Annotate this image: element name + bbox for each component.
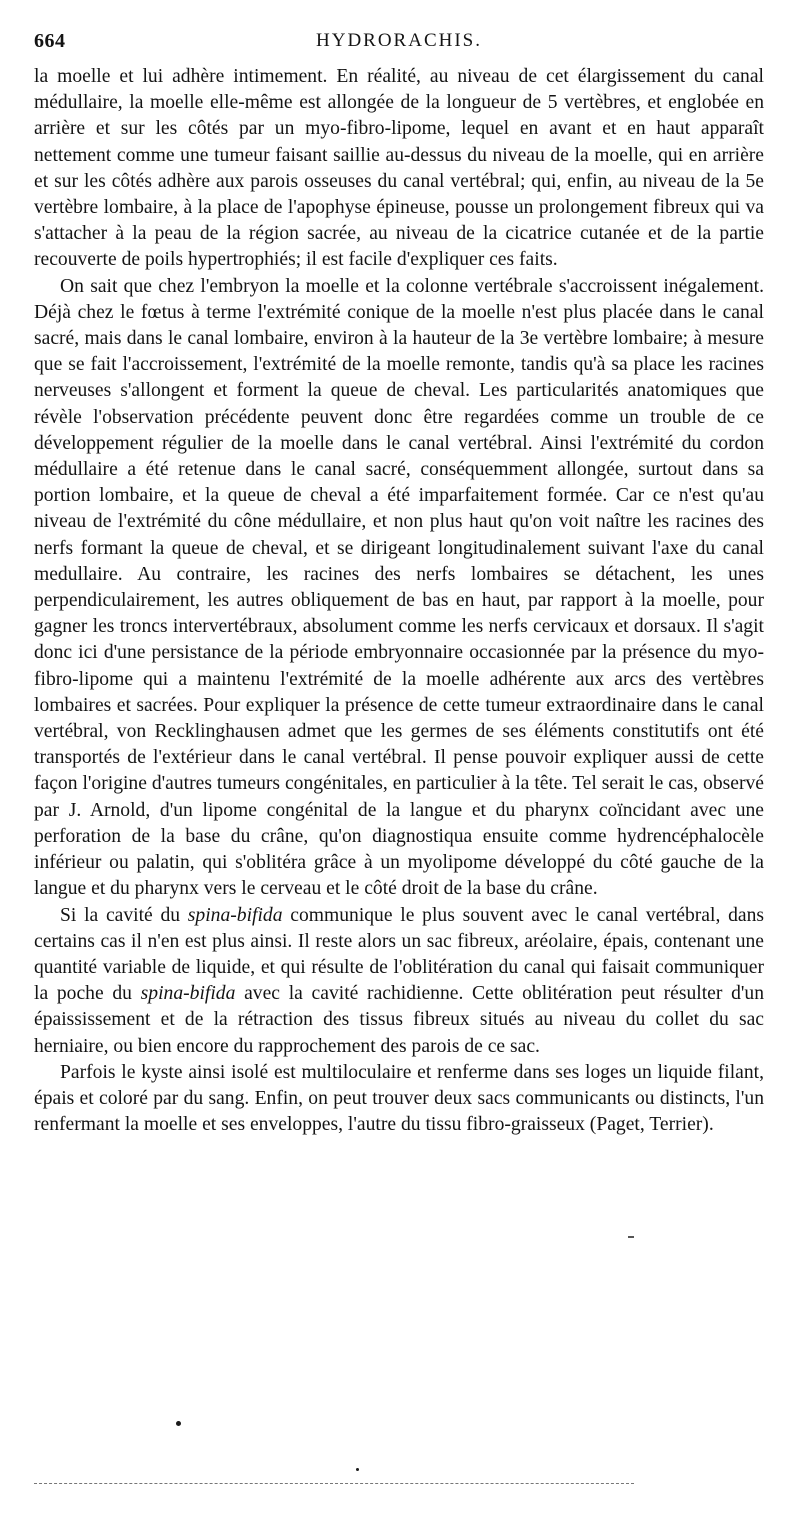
- paragraph: [34, 274, 764, 903]
- text-run: communique le plus souvent avec le canal vertébral, dans certains cas il n'en est plus ainsi. Il reste alors un sac fibreux, aréolaire, épais, contenant une quantité variable de liquide, et qui résulte de l'oblitération du canal qui faisait communiquer la poche du: [34, 904, 764, 1005]
- paragraph: [34, 903, 764, 1060]
- ink-speck: [176, 1421, 181, 1426]
- page-number: 664: [34, 30, 66, 52]
- paragraph: [34, 64, 764, 274]
- text-run: Parfois le kyste ainsi isolé est multiloculaire et renferme dans ses loges un liquide filant, épais et coloré par du sang. Enfin, on peut trouver deux sacs communicants ou distincts, l'un renfermant la moelle et ses enveloppes, l'autre du tissu fibro-graisseux (Paget, Terrier).: [34, 1061, 764, 1136]
- ink-speck: [356, 1468, 359, 1471]
- italic-term: spina-bifida: [140, 983, 236, 1005]
- stray-mark: [628, 1236, 634, 1238]
- paragraph: [34, 1060, 764, 1139]
- text-run: On sait que chez l'embryon la moelle et la colonne vertébrale s'accroissent inégalement. Déjà chez le fœtus à terme l'extrémité conique de la moelle n'est plus placée dans le canal sacré, mais dans le canal lombaire, environ à la hauteur de la 3e vertèbre lombaire; à mesure que se fait l'accroissement, l'extrémité de la moelle remonte, tandis qu'à sa place les racines nerveuses s'allongent et forment la queue de cheval. Les particularités anatomiques que révèle l'observation précédente peuvent donc être regardées comme un trouble de ce développement régulier de la moelle dans le canal vertébral. Ainsi l'extrémité du cordon médullaire a été retenue dans le canal sacré, conséquemment allongée, surtout dans sa portion lombaire, et la queue de cheval a été imparfaitement formée. Car ce n'est qu'au niveau de l'extrémité du cône médullaire, et non plus haut qu'on voit naître les racines des nerfs formant la queue de cheval, et se dirigeant longitudinalement suivant l'axe du canal medullaire. Au contraire, les racines des nerfs lombaires se détachent, les unes perpendiculairement, les autres obliquement de bas en haut, par rapport à la moelle, pour gagner les troncs intervertébraux, absolument comme les nerfs cervicaux et dorsaux. Il s'agit donc ici d'une persistance de la période embryonnaire occasionnée par la présence du myo-fibro-lipome qui a maintenu l'extrémité de la moelle adhérente aux arcs des vertèbres lombaires et sacrées. Pour expliquer la présence de cette tumeur extraordinaire dans le canal vertébral, von Recklinghausen admet que les germes de ses éléments constitutifs ont été transportés de l'extérieur dans le canal vertébral. Il pense pouvoir expliquer aussi de cette façon l'origine d'autres tumeurs congénitales, en particulier à la tête. Tel serait le cas, observé par J. Arnold, d'un lipome congénital de la langue et du pharynx coïncidant avec une perforation de la base du crâne, qu'on diagnostiqua ensuite comme hydrencéphalocèle inférieur ou palatin, qui s'oblitéra grâce à un myolipome développé du côté gauche de la langue et du pharynx vers le cerveau et le côté droit de la base du crâne.: [34, 275, 764, 900]
- body-text: [34, 64, 764, 1138]
- italic-term: spina-bifida: [187, 904, 283, 926]
- running-title: HYDRORACHIS.: [316, 30, 482, 51]
- page-header: [34, 30, 764, 54]
- text-run: avec la cavité rachidienne. Cette oblitération peut résulter d'un épaississement et de la rétraction des tissus fibreux situés au niveau du collet du sac herniaire, ou bien encore du rapprochement des parois de ce sac.: [34, 983, 764, 1057]
- footer-rule: [34, 1483, 634, 1484]
- text-run: Si la cavité du: [60, 904, 188, 926]
- text-run: la moelle et lui adhère intimement. En réalité, au niveau de cet élargissement du canal médullaire, la moelle elle-même est allongée de la longueur de 5 vertèbres, et englobée en arrière et sur les côtés par un myo-fibro-lipome, lequel en avant et en haut apparaît nettement comme une tumeur faisant saillie au-dessus du niveau de la moelle, qui en arrière et sur les côtés adhère aux parois osseuses du canal vertébral; qui, enfin, au niveau de la 5e vertèbre lombaire, à la place de l'apophyse épineuse, pousse un prolongement fibreux qui va s'attacher à la peau de la région sacrée, au niveau de la cicatrice cutanée et de la partie recouverte de poils hypertrophiés; il est facile d'expliquer ces faits.: [34, 66, 764, 271]
